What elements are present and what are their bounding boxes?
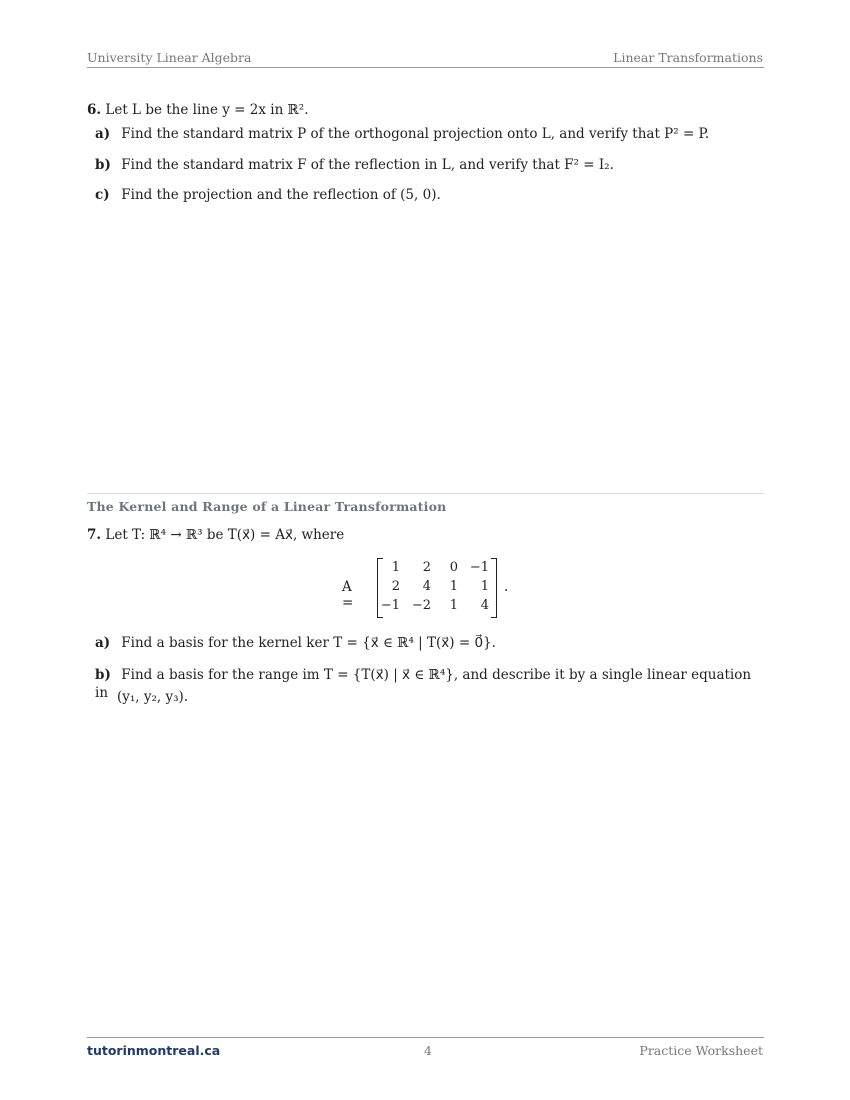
footer-document-type: Practice Worksheet [639,1043,763,1058]
question-6-part-c [95,186,772,204]
part-label: a) [95,635,111,651]
question-6-stem [87,101,764,119]
part-text: Find the standard matrix P of the orthogonal projection onto L, and verify that P² = P. [121,126,710,142]
matrix-cell: −1 [380,598,400,613]
matrix-cell: −2 [411,598,431,613]
question-7-stem [87,526,764,544]
question-number: 7. [87,527,102,543]
part-text: Find a basis for the kernel ker T = {x⃗ ∈ ℝ⁴ | T(x⃗) = 0⃗}. [121,635,496,651]
matrix-period: . [504,579,509,595]
matrix-cell: 2 [391,579,400,594]
question-6-part-b [95,156,772,174]
question-7-part-a [95,634,772,652]
matrix-cell: 1 [391,560,400,575]
matrix-cell: 1 [449,579,458,594]
section-title: The Kernel and Range of a Linear Transformation [87,499,447,514]
question-6-part-a [95,125,772,143]
matrix-label: A = [342,579,354,611]
section-rule [87,493,764,494]
matrix-cell: 4 [480,598,489,613]
running-header-topic: Linear Transformations [613,50,763,65]
page-number: 4 [424,1043,432,1058]
question-number: 6. [87,102,102,118]
header-rule [87,67,764,68]
part-label: b) [95,667,111,683]
matrix-cell: 2 [422,560,431,575]
question-text: Let L be the line y = 2x in ℝ². [105,102,309,118]
footer-rule [87,1037,764,1038]
running-header-course: University Linear Algebra [87,50,252,65]
part-label: b) [95,157,111,173]
matrix-cell: 0 [449,560,458,575]
question-7-part-b-continued: (y₁, y₂, y₃). [117,689,189,705]
part-text: Find the projection and the reflection of (5, 0). [121,187,441,203]
matrix-cell: 1 [449,598,458,613]
right-bracket [491,558,497,618]
footer-site-link[interactable]: tutorinmontreal.ca [87,1043,221,1058]
part-label: a) [95,126,111,142]
matrix-cell: −1 [469,560,489,575]
part-text: Find the standard matrix F of the reflection in L, and verify that F² = I₂. [121,157,614,173]
part-text: Find a basis for the range im T = {T(x⃗) | x⃗ ∈ ℝ⁴}, and describe it by a single linear equation in [95,667,752,701]
matrix-cell: 1 [480,579,489,594]
matrix-cell: 4 [422,579,431,594]
part-label: c) [95,187,110,203]
question-text: Let T: ℝ⁴ → ℝ³ be T(x⃗) = Ax⃗, where [105,527,345,543]
